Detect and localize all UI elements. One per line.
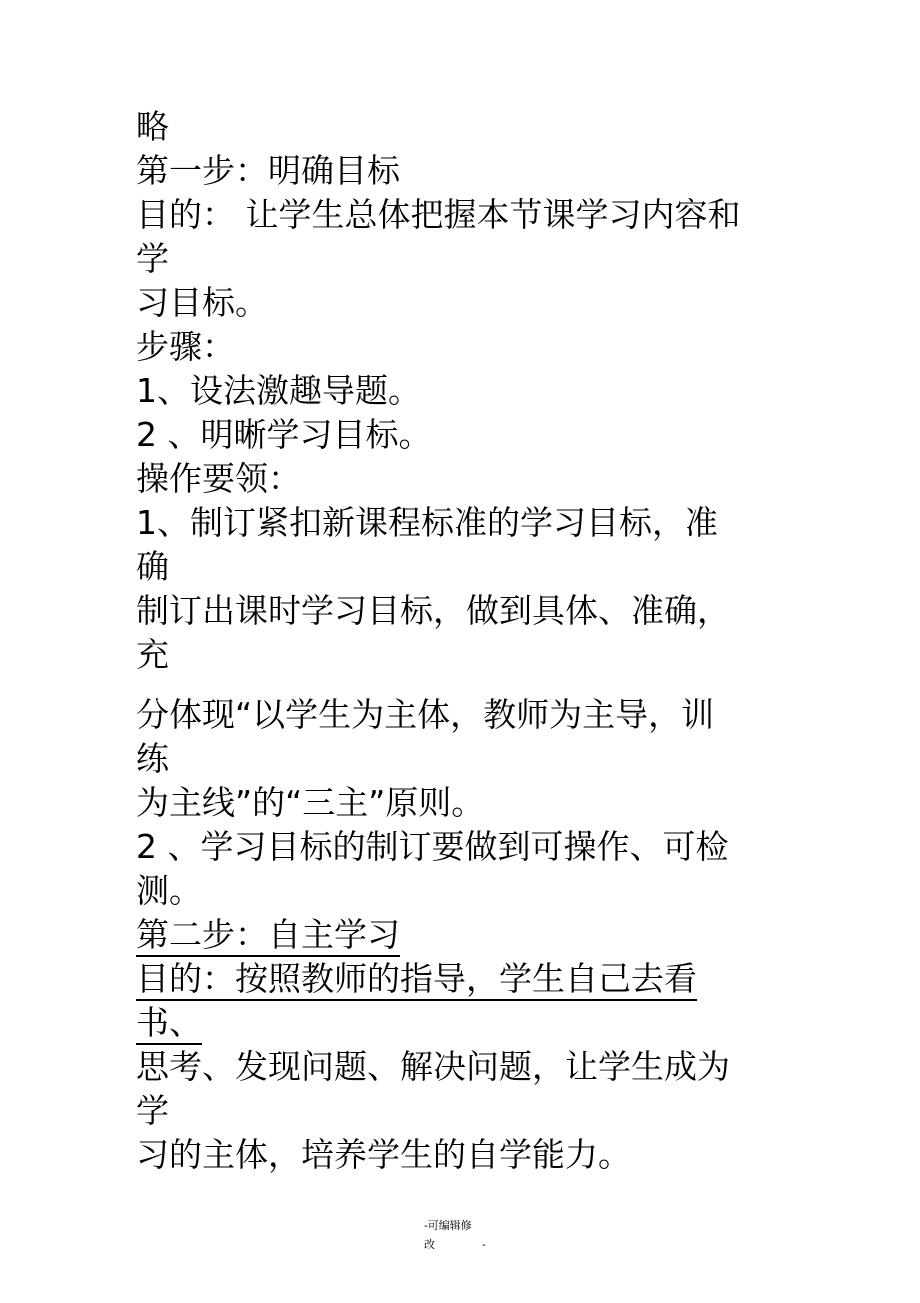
- footer-text: -可编辑修: [424, 1219, 472, 1232]
- underlined-text: 第二步：自主学习: [136, 915, 400, 957]
- text-line: 1、制订紧扣新课程标准的学习目标，准: [136, 503, 718, 542]
- text-line: 学: [136, 239, 169, 278]
- text-line: 确: [136, 547, 169, 586]
- section-heading: 第一步：明确目标: [136, 151, 400, 190]
- text-line: [136, 1004, 202, 1042]
- text-line: 习的主体，培养学生的自学能力。: [136, 1135, 631, 1174]
- text-line: 目的： 让学生总体把握本节课学习内容和: [136, 195, 741, 234]
- text-line: 2 、学习目标的制订要做到可操作、可检: [136, 827, 729, 866]
- text-line: 操作要领：: [136, 459, 301, 498]
- text-line: 习目标。: [136, 283, 268, 322]
- section-heading: [136, 916, 400, 954]
- text-line: 练: [136, 739, 169, 778]
- text-line: 为主线”的“三主”原则。: [136, 783, 485, 822]
- text-line: 分体现“以学生为主体，教师为主导，训: [136, 695, 715, 734]
- text-line: 略: [136, 107, 169, 146]
- text-line: 制订出课时学习目标，做到具体、准确，: [136, 591, 730, 630]
- underlined-text: 书、: [136, 1003, 202, 1045]
- underlined-text: 目的：按照教师的指导，学生自己去看: [136, 959, 697, 1001]
- text-line: [136, 960, 697, 998]
- text-line: 步骤：: [136, 327, 235, 366]
- text-line: 充: [136, 635, 169, 674]
- text-line: 1、设法激趣导题。: [136, 371, 421, 410]
- text-line: 学: [136, 1091, 169, 1130]
- text-line: 2 、明晰学习目标。: [136, 415, 432, 454]
- footer-text: 改: [424, 1238, 435, 1251]
- text-line: 思考、发现问题、解决问题，让学生成为: [136, 1047, 730, 1086]
- footer-dash: -: [482, 1238, 486, 1251]
- text-line: 测。: [136, 871, 202, 910]
